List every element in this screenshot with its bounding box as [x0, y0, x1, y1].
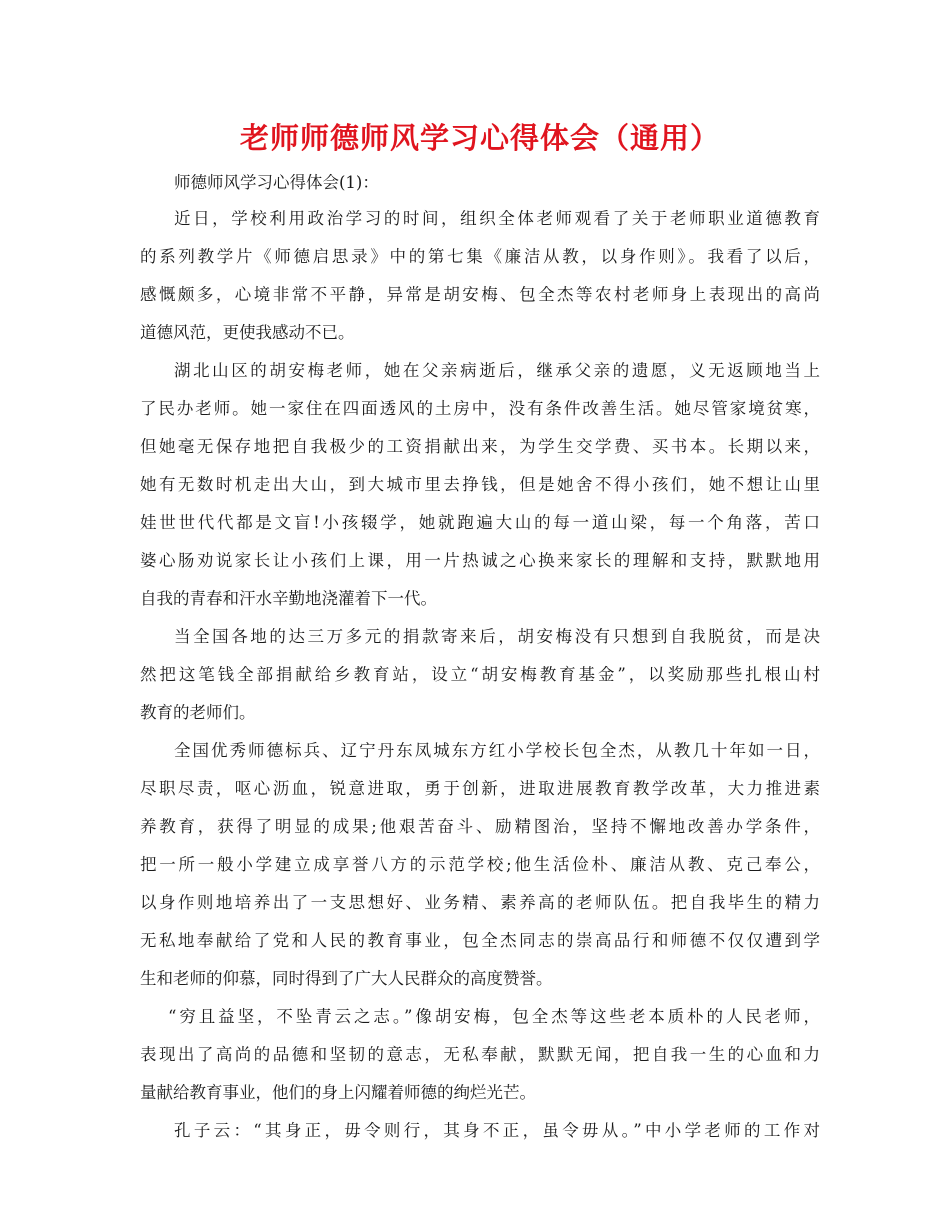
- paragraph-line: 的系列教学片《师德启思录》中的第七集《廉洁从教，以身作则》。我看了以后，: [140, 247, 820, 266]
- document-page: [140, 118, 820, 1150]
- paragraph-line: 湖北山区的胡安梅老师，她在父亲病逝后，继承父亲的遗愿，义无返顾地当上: [174, 361, 820, 380]
- document-body: [140, 200, 820, 1150]
- section-subheading: 师德师风学习心得体会(1)：: [174, 173, 379, 192]
- paragraph-line: 以身作则地培养出了一支思想好、业务精、素养高的老师队伍。把自我毕生的精力: [140, 893, 820, 912]
- paragraph-line: 婆心肠劝说家长让小孩们上课，用一片热诚之心换来家长的理解和支持，默默地用: [140, 551, 820, 570]
- paragraph-line: 尽职尽责，呕心沥血，锐意进取，勇于创新，进取进展教育教学改革，大力推进素: [140, 779, 820, 798]
- paragraph-line: 了民办老师。她一家住在四面透风的土房中，没有条件改善生活。她尽管家境贫寒，: [140, 399, 820, 418]
- paragraph-line: “穷且益坚，不坠青云之志。”像胡安梅，包全杰等这些老本质朴的人民老师，: [168, 1007, 820, 1026]
- paragraph-line: 感慨颇多，心境非常不平静，异常是胡安梅、包全杰等农村老师身上表现出的高尚: [140, 285, 820, 304]
- paragraph-line: 然把这笔钱全部捐献给乡教育站，设立“胡安梅教育基金”，以奖励那些扎根山村: [140, 665, 820, 684]
- paragraph-line: 近日，学校利用政治学习的时间，组织全体老师观看了关于老师职业道德教育: [174, 209, 820, 228]
- paragraph-line: 表现出了高尚的品德和坚韧的意志，无私奉献，默默无闻，把自我一生的心血和力: [140, 1045, 820, 1064]
- paragraph-line: 道德风范，更使我感动不已。: [140, 323, 355, 342]
- paragraph-line: 自我的青春和汗水辛勤地浇灌着下一代。: [140, 589, 437, 608]
- paragraph: [140, 618, 820, 732]
- paragraph-line: 当全国各地的达三万多元的捐款寄来后，胡安梅没有只想到自我脱贫，而是决: [174, 627, 820, 646]
- paragraph-line: 全国优秀师德标兵、辽宁丹东凤城东方红小学校长包全杰，从教几十年如一日，: [174, 741, 820, 760]
- paragraph-line: 养教育，获得了明显的成果;他艰苦奋斗、励精图治，坚持不懈地改善办学条件，: [140, 817, 820, 836]
- paragraph-line: 孔子云：“其身正，毋令则行，其身不正，虽令毋从。”中小学老师的工作对: [174, 1121, 820, 1140]
- paragraph-line: 娃世世代代都是文盲!小孩辍学，她就跑遍大山的每一道山梁，每一个角落，苦口: [140, 513, 820, 532]
- paragraph-line: 生和老师的仰慕，同时得到了广大人民群众的高度赞誉。: [140, 969, 553, 988]
- paragraph-line: 她有无数时机走出大山，到大城市里去挣钱，但是她舍不得小孩们，她不想让山里: [140, 475, 820, 494]
- paragraph-line: 教育的老师们。: [140, 703, 256, 722]
- paragraph-line: 但她毫无保存地把自我极少的工资捐献出来，为学生交学费、买书本。长期以来，: [140, 437, 820, 456]
- paragraph-line: 量献给教育事业，他们的身上闪耀着师德的绚烂光芒。: [140, 1083, 536, 1102]
- paragraph: [140, 352, 820, 618]
- paragraph: [140, 732, 820, 998]
- paragraph: [140, 998, 820, 1112]
- paragraph: [140, 1112, 820, 1150]
- paragraph-line: 把一所一般小学建立成享誉八方的示范学校;他生活俭朴、廉洁从教、克己奉公，: [140, 855, 820, 874]
- paragraph: [140, 200, 820, 352]
- paragraph-line: 无私地奉献给了党和人民的教育事业，包全杰同志的崇高品行和师德不仅仅遭到学: [140, 931, 820, 950]
- document-title: 老师师德师风学习心得体会（通用）: [239, 121, 720, 155]
